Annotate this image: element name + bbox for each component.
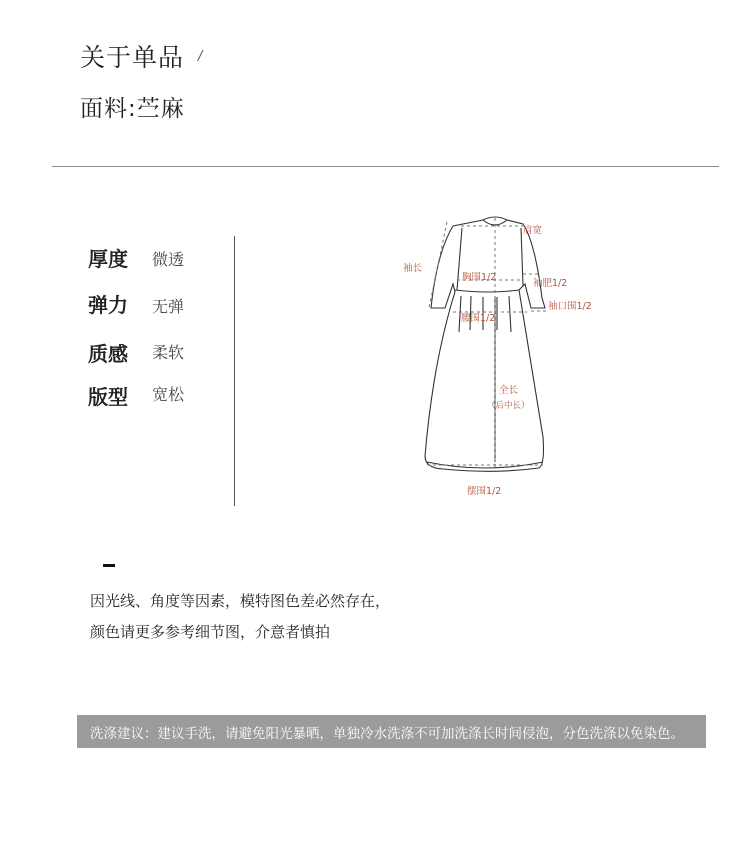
length-note-label: （后中长） xyxy=(487,401,530,411)
attr-value-thickness: 微透 xyxy=(152,250,185,269)
attr-value-texture: 柔软 xyxy=(152,343,185,362)
hem-label: 摆围1/2 xyxy=(467,486,502,497)
attr-label-elasticity: 弹力 xyxy=(88,293,128,317)
section-title: 关于单品 xyxy=(80,43,185,72)
attr-label-fit: 版型 xyxy=(88,385,128,409)
title-slash-mark: / xyxy=(198,49,203,64)
material-text: 面料:苎麻 xyxy=(80,96,185,122)
note-line-2: 颜色请更多参考细节图，介意者慎拍 xyxy=(90,623,331,641)
dress-measurement-diagram xyxy=(395,212,635,512)
attr-label-texture: 质感 xyxy=(88,342,128,366)
waist-label: 腰围1/2 xyxy=(461,313,496,324)
sleeve-length-measure xyxy=(429,222,447,308)
vertical-divider xyxy=(234,236,235,506)
divider xyxy=(52,166,719,167)
sleeve-width-label: 袖肥1/2 xyxy=(533,278,568,289)
attr-label-thickness: 厚度 xyxy=(88,247,128,271)
wash-advice-text: 洗涤建议：建议手洗，请避免阳光暴晒，单独冷水洗涤不可加洗涤长时间侵泡，分色洗涤以免染色。 xyxy=(90,726,684,742)
attr-value-fit: 宽松 xyxy=(152,385,185,404)
shoulder-label: 肩宽 xyxy=(523,225,543,236)
length-label: 全长 xyxy=(499,385,519,396)
note-line-1: 因光线、角度等因素，模特图色差必然存在， xyxy=(90,592,391,610)
waist-seam xyxy=(455,290,519,292)
chest-label: 胸围1/2 xyxy=(462,272,497,283)
sleeve-length-label: 袖长 xyxy=(403,263,423,274)
note-dash-marker xyxy=(103,564,115,567)
dress-outline xyxy=(425,217,545,471)
sleeve-seam-right xyxy=(521,228,523,286)
cuff-label: 袖口围1/2 xyxy=(548,301,592,312)
attr-value-elasticity: 无弹 xyxy=(152,297,185,316)
